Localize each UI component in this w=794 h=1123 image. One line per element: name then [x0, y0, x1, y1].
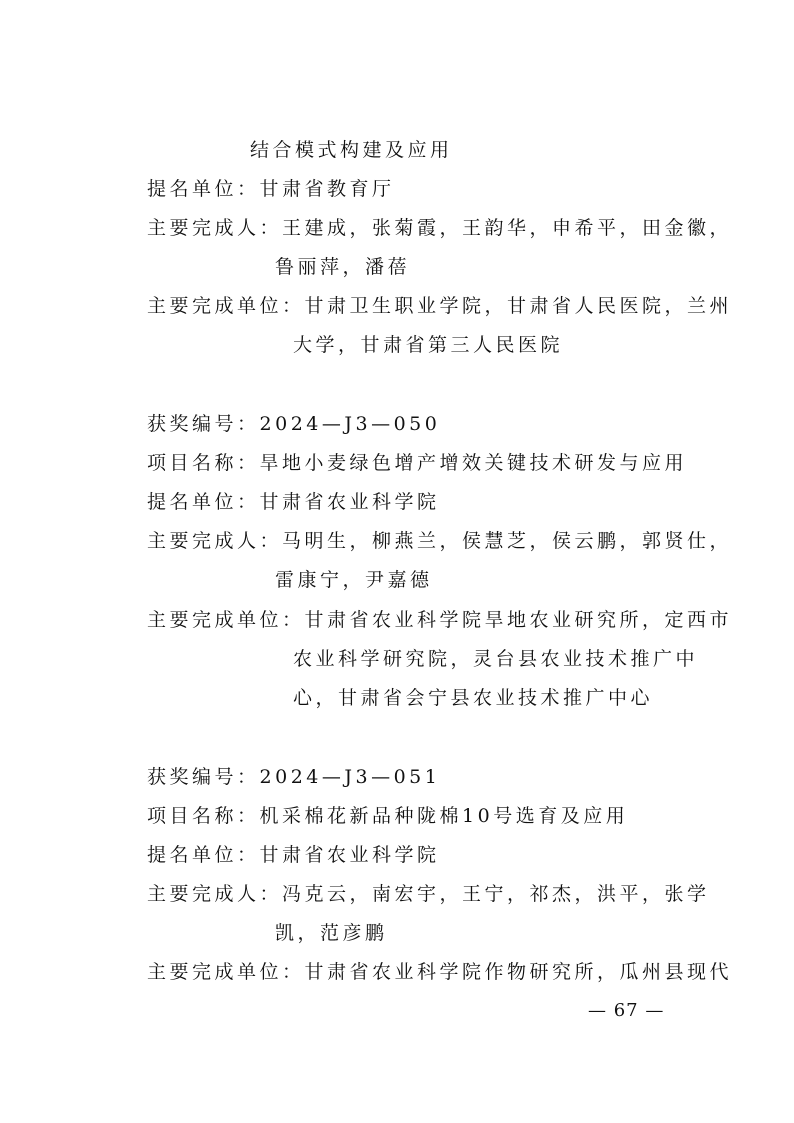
award-number-line [147, 412, 440, 436]
nominator-label: 提名单位： [147, 178, 260, 200]
nominator-line [147, 177, 395, 201]
project-title-continuation: 结合模式构建及应用 [250, 139, 453, 161]
award-number-label: 获奖编号： [147, 766, 260, 788]
award-number-line [147, 765, 440, 789]
units-line [147, 960, 732, 984]
nominator-value: 甘肃省教育厅 [259, 178, 395, 200]
award-number-label: 获奖编号： [147, 413, 260, 435]
persons-value-line1: 王建成，张菊霞，王韵华，申希平，田金徽， [282, 217, 733, 239]
persons-value-line2: 雷康宁，尹嘉德 [275, 569, 433, 591]
persons-line [147, 882, 710, 906]
persons-value-line1: 冯克云，南宏宇，王宁，祁杰，洪平，张学 [282, 883, 710, 905]
units-value-line3: 心，甘肃省会宁县农业技术推广中心 [293, 687, 654, 709]
project-name-line [147, 804, 628, 828]
persons-line [147, 216, 732, 240]
project-name-value: 旱地小麦绿色增产增效关键技术研发与应用 [259, 452, 688, 474]
units-value-line1: 甘肃省农业科学院旱地农业研究所，定西市 [304, 609, 733, 631]
nominator-value: 甘肃省农业科学院 [259, 844, 440, 866]
units-value-line2: 大学，甘肃省第三人民医院 [293, 334, 564, 356]
persons-line [147, 529, 732, 553]
persons-value-line1: 马明生，柳燕兰，侯慧芝，侯云鹏，郭贤仕， [282, 530, 733, 552]
nominator-line [147, 490, 440, 514]
units-line [147, 608, 732, 632]
award-number-value: 2024—J3—050 [259, 413, 441, 435]
units-line [147, 294, 732, 318]
project-name-label: 项目名称： [147, 805, 260, 827]
units-value-line1: 甘肃卫生职业学院，甘肃省人民医院，兰州 [304, 295, 733, 317]
award-number-value: 2024—J3—051 [259, 766, 441, 788]
units-value-line1: 甘肃省农业科学院作物研究所，瓜州县现代 [304, 961, 733, 983]
project-name-value: 机采棉花新品种陇棉10号选育及应用 [259, 805, 629, 827]
nominator-value: 甘肃省农业科学院 [259, 491, 440, 513]
persons-label: 主要完成人： [147, 530, 283, 552]
units-label: 主要完成单位： [147, 961, 305, 983]
project-name-line [147, 451, 687, 475]
page-number: — 67 — [588, 1000, 665, 1021]
units-label: 主要完成单位： [147, 609, 305, 631]
persons-label: 主要完成人： [147, 217, 283, 239]
persons-value-line2: 鲁丽萍，潘蓓 [275, 256, 411, 278]
nominator-line [147, 843, 440, 867]
nominator-label: 提名单位： [147, 491, 260, 513]
persons-value-line2: 凯，范彦鹏 [275, 922, 388, 944]
units-label: 主要完成单位： [147, 295, 305, 317]
persons-label: 主要完成人： [147, 883, 283, 905]
nominator-label: 提名单位： [147, 844, 260, 866]
project-name-label: 项目名称： [147, 452, 260, 474]
units-value-line2: 农业科学研究院，灵台县农业技术推广中 [293, 648, 699, 670]
